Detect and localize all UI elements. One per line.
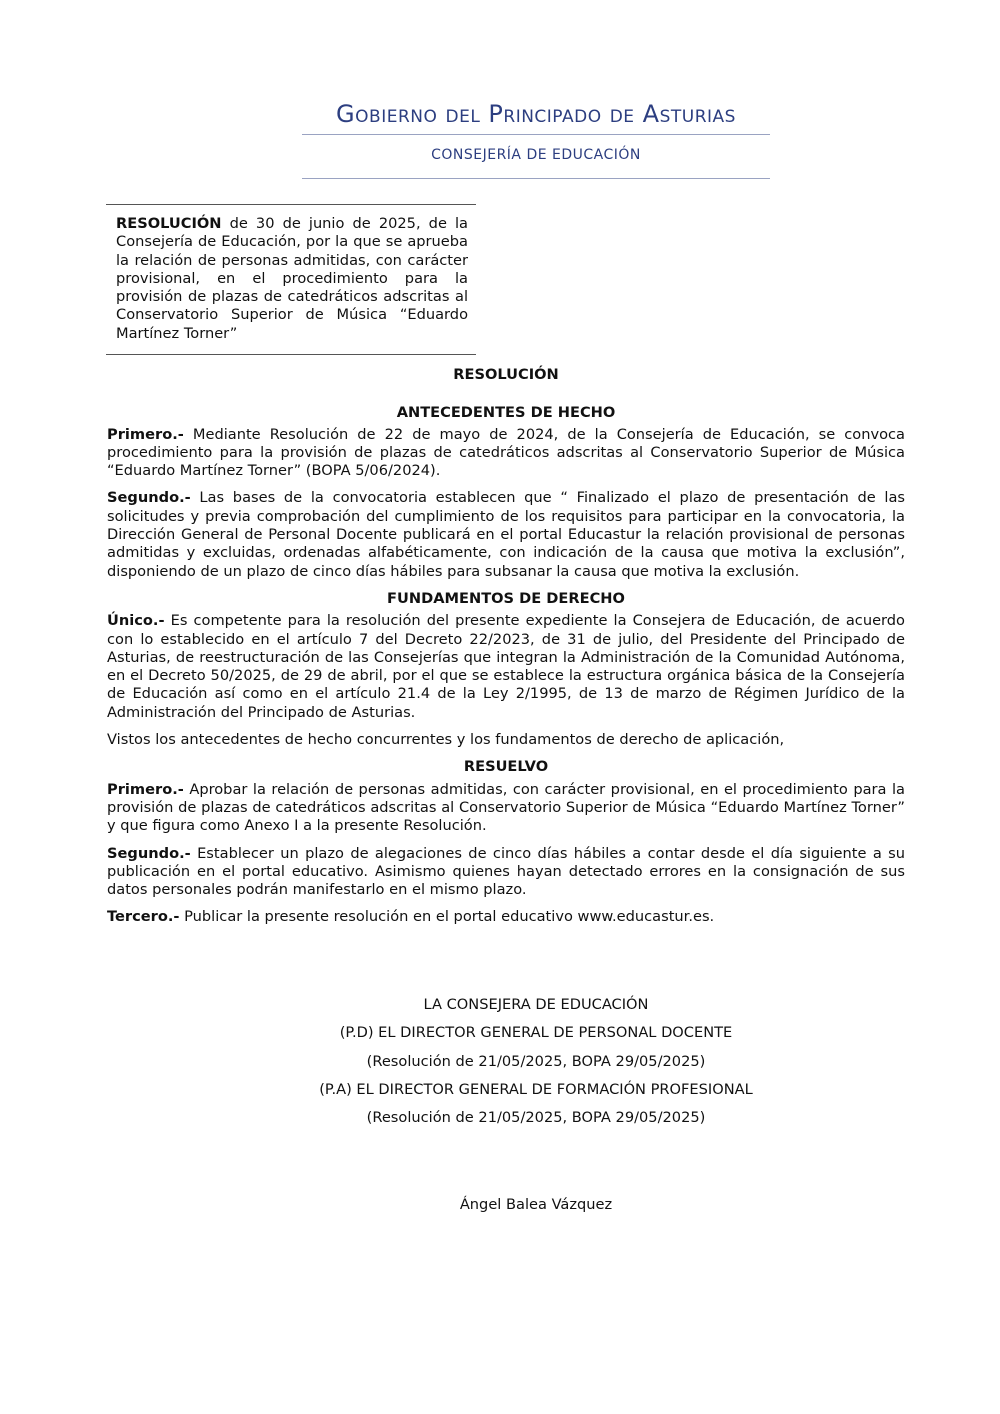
signature-line: (Resolución de 21/05/2025, BOPA 29/05/2025) (366, 1052, 706, 1070)
letterhead-divider-top (302, 134, 770, 135)
antecedente-paragraph (107, 426, 905, 481)
paragraph-label: Primero.- (107, 425, 184, 443)
summary-lead: RESOLUCIÓN (116, 215, 222, 232)
paragraph-label: Único.- (107, 612, 165, 630)
resolution-summary (106, 204, 476, 355)
letterhead (302, 98, 770, 179)
paragraph-label: Primero.- (107, 780, 184, 798)
signer-name: Ángel Balea Vázquez (459, 1196, 613, 1213)
signature-line: (P.D) EL DIRECTOR GENERAL DE PERSONAL DOCENTE (339, 1024, 733, 1042)
heading-antecedentes: ANTECEDENTES DE HECHO (396, 404, 616, 422)
fundamento-paragraph (107, 612, 905, 722)
signature-line: LA CONSEJERA DE EDUCACIÓN (423, 996, 649, 1013)
resuelvo-paragraph (107, 908, 905, 926)
paragraph-text: Es competente para la resolución del presente expediente la Consejera de Educación, de acuerdo con lo establecido en el artículo 7 del Decreto 22/2023, de 31 de julio, del Presidente del Principado de Asturias, de reestructuración de las Consejerías que integran la Administración de la Comunidad Autónoma, en el Decreto 50/2025, de 29 de abril, por el que se establece la estructura orgánica básica de la Consejería de Educación así como en el artículo 21.4 de la Ley 2/1995, de 13 de marzo de Régimen Jurídico de la Administración del Principado de Asturias. (107, 612, 905, 721)
signature-line: (Resolución de 21/05/2025, BOPA 29/05/2025) (366, 1109, 706, 1127)
department-name: CONSEJERÍA DE EDUCACIÓN (431, 147, 641, 163)
paragraph-text: Mediante Resolución de 22 de mayo de 2024, de la Consejería de Educación, se convoca procedimiento para la provisión de plazas de catedráticos adscritas al Conservatorio Superior de Música “Eduardo Martínez Torner” (BOPA 5/06/2024). (107, 425, 905, 480)
signature-block (236, 996, 836, 1137)
summary-text: de 30 de junio de 2025, de la Consejería de Educación, por la que se aprueba la relación de personas admitidas, con carácter provisional, en el procedimiento para la provisión de plazas de catedráticos adscritas al Conservatorio Superior de Música “Eduardo Martínez Torner” (116, 215, 468, 342)
paragraph-text: Las bases de la convocatoria establecen que “ Finalizado el plazo de presentación de las solicitudes y previa comprobación del cumplimiento de los requisitos para participar en la convocatoria, la Dirección General de Personal Docente publicará en el portal Educastur la relación provisional de personas admitidas y excluidas, ordenadas alfabéticamente, con indicación de la causa que motiva la exclusión”, disponiendo de un plazo de cinco días hábiles para subsanar la causa que motiva la exclusión. (107, 489, 905, 580)
resuelvo-paragraph (107, 781, 905, 836)
heading-resolucion: RESOLUCIÓN (453, 366, 559, 383)
antecedente-paragraph (107, 489, 905, 580)
signature-line: (P.A) EL DIRECTOR GENERAL DE FORMACIÓN PROFESIONAL (319, 1080, 753, 1098)
paragraph-text: Publicar la presente resolución en el portal educativo www.educastur.es. (179, 908, 715, 926)
document-body (107, 366, 905, 927)
vistos-paragraph: Vistos los antecedentes de hecho concurrentes y los fundamentos de derecho de aplicación, (107, 731, 785, 749)
government-title: Gobierno del Principado de Asturias (336, 100, 736, 128)
heading-resuelvo: RESUELVO (463, 758, 549, 776)
paragraph-text: Aprobar la relación de personas admitidas, con carácter provisional, en el procedimiento para la provisión de plazas de catedráticos adscritas al Conservatorio Superior de Música “Eduardo Martínez Torner” y que figura como Anexo I a la presente Resolución. (107, 780, 905, 835)
paragraph-text: Establecer un plazo de alegaciones de cinco días hábiles a contar desde el día siguiente a su publicación en el portal educativo. Asimismo quienes hayan detectado errores en la consignación de sus datos personales podrán manifestarlo en el mismo plazo. (107, 844, 905, 899)
heading-fundamentos: FUNDAMENTOS DE DERECHO (387, 589, 625, 607)
letterhead-divider-bottom (302, 178, 770, 179)
paragraph-label: Segundo.- (107, 489, 191, 507)
paragraph-label: Segundo.- (107, 844, 191, 862)
paragraph-label: Tercero.- (107, 908, 180, 926)
resuelvo-paragraph (107, 845, 905, 900)
